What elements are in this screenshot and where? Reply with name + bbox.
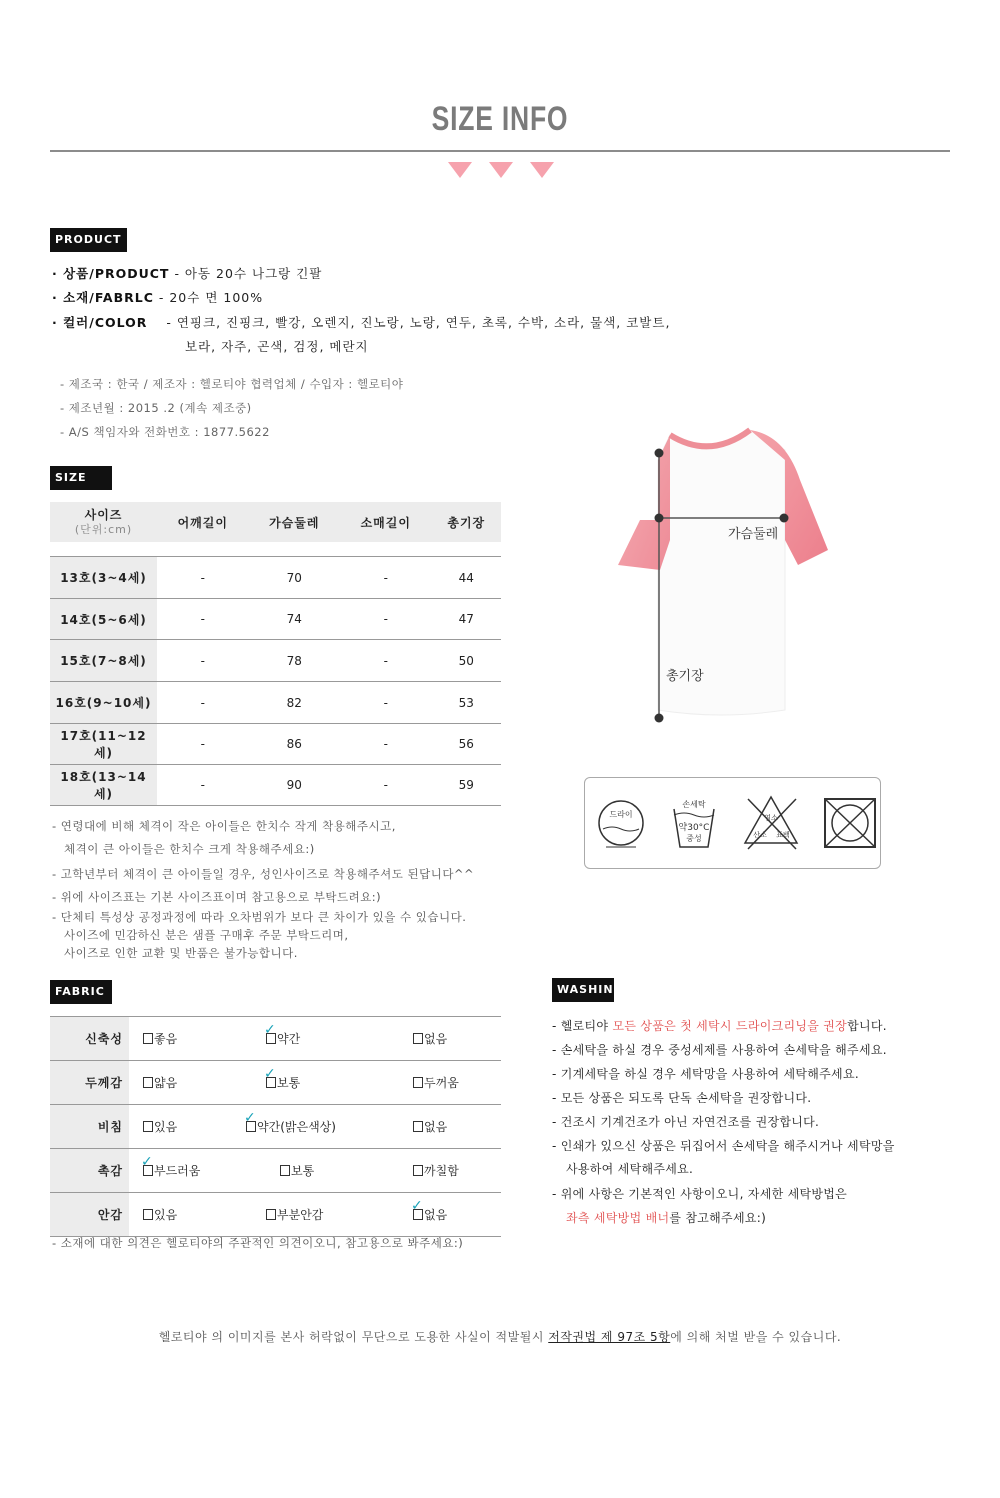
bleach-label: 표백 bbox=[776, 831, 790, 839]
color-line bbox=[52, 313, 670, 331]
dry-clean-label: 드라이 bbox=[609, 810, 633, 819]
no-bleach-icon bbox=[745, 797, 797, 849]
table-row: 17호(11~12세) - 86 - 56 bbox=[50, 724, 501, 765]
copyright-law-link: 저작권법 제 97조 5항 bbox=[548, 1330, 671, 1344]
length-label: 총기장 bbox=[666, 669, 704, 684]
fabric-value: - 20수 면 100% bbox=[158, 290, 264, 305]
product-tag: PRODUCT bbox=[50, 228, 127, 252]
check-icon: ✓ bbox=[264, 1066, 276, 1082]
washing-line: - 헬로티야 모든 상품은 첫 세탁시 드라이크리닝을 권장합니다. bbox=[552, 1019, 887, 1033]
tshirt-diagram bbox=[600, 420, 840, 730]
fabric-tag: FABRIC bbox=[50, 980, 112, 1004]
fabric-line bbox=[52, 288, 263, 306]
size-tip: - 연령대에 비해 체격이 작은 아이들은 한치수 작게 착용해주시고, bbox=[52, 819, 396, 833]
color-label: · 컬러/COLOR bbox=[52, 315, 148, 330]
check-icon: ✓ bbox=[264, 1022, 276, 1038]
table-row: 13호(3~4세) - 70 - 44 bbox=[50, 557, 501, 599]
size-tip: 사이즈에 민감하신 분은 샘플 구매후 주문 부탁드리며, bbox=[64, 928, 349, 942]
size-tip: 체격이 큰 아이들은 한치수 크게 착용해주세요:) bbox=[64, 842, 315, 856]
washing-line: 사용하여 세탁해주세요. bbox=[566, 1162, 694, 1176]
triangle-decoration bbox=[489, 162, 513, 178]
washing-line: - 위에 사항은 기본적인 사항이오니, 자세한 세탁방법은 bbox=[552, 1187, 848, 1201]
manufacture-date-note: - 제조년월 : 2015 .2 (계속 제조중) bbox=[60, 401, 252, 415]
manufacturer-note: - 제조국 : 한국 / 제조자 : 헬로티야 협력업체 / 수입자 : 헬로티야 bbox=[60, 377, 404, 391]
washing-tag: WASHING bbox=[552, 978, 614, 1002]
length-dot-bottom bbox=[655, 714, 664, 723]
color-value: - 연핑크, 진핑크, 빨강, 오렌지, 진노랑, 노랑, 연두, 초록, 수박, 소라, 물색, 코발트, bbox=[166, 315, 671, 330]
shoulder-header: 어깨길이 bbox=[157, 502, 249, 542]
washing-line: - 인쇄가 있으신 상품은 뒤집어서 손세탁을 해주시거나 세탁망을 bbox=[552, 1139, 895, 1153]
washing-line: - 손세탁을 하실 경우 중성세제를 사용하여 손세탁을 해주세요. bbox=[552, 1043, 887, 1057]
as-contact-note: - A/S 책임자와 전화번호 : 1877.5622 bbox=[60, 425, 270, 439]
chest-dot-right bbox=[780, 514, 789, 523]
size-tip: - 고학년부터 체격이 큰 아이들일 경우, 성인사이즈로 착용해주셔도 된답니다^^ bbox=[52, 867, 475, 881]
chlorine-label: 염소 bbox=[764, 814, 778, 822]
fabric-label: · 소재/FABRLC bbox=[52, 290, 154, 305]
washing-line: - 건조시 기계건조가 아닌 자연건조를 권장합니다. bbox=[552, 1115, 820, 1129]
product-line bbox=[52, 264, 322, 282]
size-table bbox=[50, 502, 501, 806]
fabric-row-stretch: 신축성 좋음 ✓ 약간 없음 bbox=[50, 1017, 501, 1061]
length-dot-top bbox=[655, 449, 664, 458]
size-tip: - 위에 사이즈표는 기본 사이즈표이며 참고용으로 부탁드려요:) bbox=[52, 890, 382, 904]
table-row: 15호(7~8세) - 78 - 50 bbox=[50, 640, 501, 682]
chest-dot-left bbox=[655, 514, 664, 523]
fabric-row-thickness: 두께감 얇음 ✓ 보통 두꺼움 bbox=[50, 1061, 501, 1105]
table-row: 16호(9~10세) - 82 - 53 bbox=[50, 682, 501, 724]
size-header: 사이즈 (단위:cm) bbox=[50, 502, 157, 542]
title-divider bbox=[50, 150, 950, 152]
sleeve-header: 소매길이 bbox=[340, 502, 432, 542]
care-icons bbox=[584, 777, 881, 869]
hand-wash-icon bbox=[674, 799, 714, 847]
washing-line: 좌측 세탁방법 배너를 참고해주세요:) bbox=[566, 1211, 767, 1225]
check-icon: ✓ bbox=[141, 1154, 153, 1170]
neutral-detergent-label: 중성 bbox=[686, 834, 702, 843]
table-row: 18호(13~14세) - 90 - 59 bbox=[50, 765, 501, 806]
size-tag: SIZE bbox=[50, 466, 112, 490]
check-icon: ✓ bbox=[244, 1110, 256, 1126]
oxygen-label: 산소 bbox=[753, 831, 767, 839]
fabric-row-lining: 안감 있음 부분안감 ✓ 없음 bbox=[50, 1193, 501, 1237]
length-header: 총기장 bbox=[432, 502, 502, 542]
size-tip: 사이즈로 인한 교환 및 반품은 불가능합니다. bbox=[64, 946, 298, 960]
copyright-notice: 헬로티야 의 이미지를 본사 허락없이 무단으로 도용한 사실이 적발될시 저작권법 제 97조 5항에 의해 처벌 받을 수 있습니다. bbox=[158, 1330, 842, 1344]
fabric-row-transparency: 비침 있음 ✓ 약간(밝은색상) 없음 bbox=[50, 1105, 501, 1149]
washing-line: - 모든 상품은 되도록 단독 손세탁을 권장합니다. bbox=[552, 1091, 812, 1105]
temperature-label: 약30°C bbox=[678, 823, 710, 833]
washing-line: - 기계세탁을 하실 경우 세탁망을 사용하여 세탁해주세요. bbox=[552, 1067, 859, 1081]
fabric-row-texture: 촉감 ✓ 부드러움 보통 까칠함 bbox=[50, 1149, 501, 1193]
product-value: - 아동 20수 나그랑 긴팔 bbox=[174, 266, 323, 281]
chest-header: 가슴둘레 bbox=[249, 502, 341, 542]
triangle-decoration bbox=[448, 162, 472, 178]
check-icon: ✓ bbox=[411, 1198, 423, 1214]
chest-label: 가슴둘레 bbox=[728, 527, 779, 542]
size-tip: - 단체티 특성상 공정과정에 따라 오차범위가 보다 큰 차이가 있을 수 있습니다. bbox=[52, 910, 467, 924]
no-tumble-dry-icon bbox=[825, 799, 875, 847]
hand-wash-label: 손세탁 bbox=[682, 800, 706, 809]
color-line-2: 보라, 자주, 곤색, 검정, 메란지 bbox=[185, 339, 369, 354]
fabric-note: - 소재에 대한 의견은 헬로티야의 주관적인 의견이오니, 참고용으로 봐주세요:) bbox=[52, 1236, 464, 1250]
table-row: 14호(5~6세) - 74 - 47 bbox=[50, 599, 501, 640]
fabric-table bbox=[50, 1016, 501, 1237]
triangle-decoration bbox=[530, 162, 554, 178]
dry-clean-icon bbox=[599, 801, 643, 847]
page-title: SIZE INFO bbox=[431, 100, 569, 138]
product-label: · 상품/PRODUCT bbox=[52, 266, 170, 281]
